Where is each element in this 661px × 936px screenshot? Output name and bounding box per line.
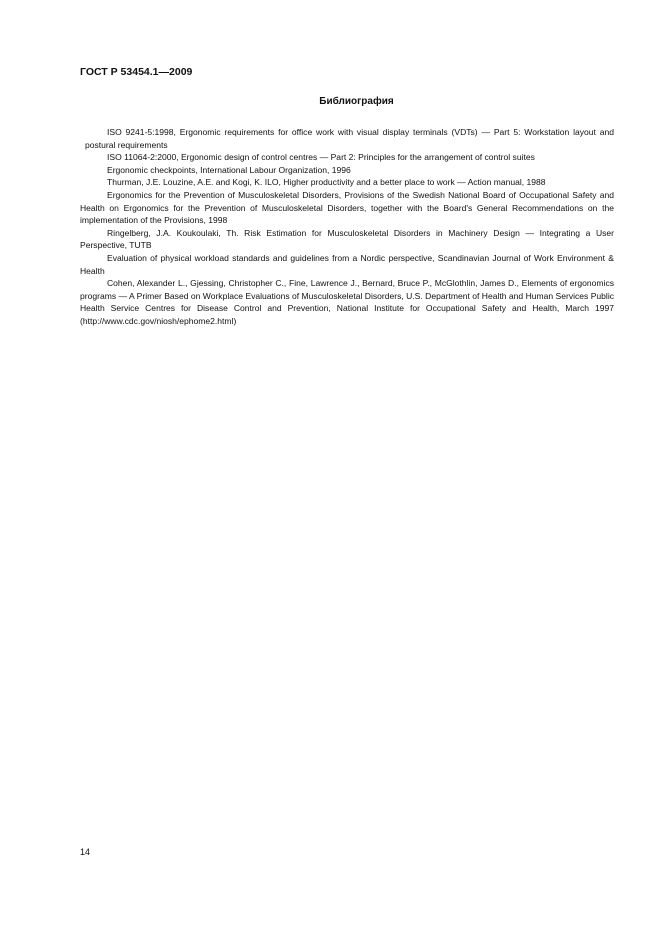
section-title: Библиография: [319, 96, 394, 107]
bibliography-entry: Evaluation of physical workload standards and guidelines from a Nordic perspective, Scandinavian Journal of Work Environment & Health: [80, 252, 614, 276]
bibliography-entry: Cohen, Alexander L., Gjessing, Christopher C., Fine, Lawrence J., Bernard, Bruce P., McGlothlin, James D., Elements of ergonomics programs — A Primer Based on Workplace Evaluations of Musculoskeletal Disorders, U.S. Department of Health and Human Services Public Health Service Centres for Disease Control and Prevention, National Institute for Occupational Safety and Health, March 1997 (http://www.cdc.gov/niosh/ephome2.html): [80, 278, 614, 326]
bibliography-entry: Ringelberg, J.A. Koukoulaki, Th. Risk Estimation for Musculoskeletal Disorders in Machinery Design — Integrating a User Perspective, TUTB: [80, 227, 614, 251]
bibliography-entry: ISO 9241-5:1998, Ergonomic requirements for office work with visual display terminals (VDTs) — Part 5: Workstation layout and postural requirements: [85, 127, 614, 150]
bibliography-entry: Thurman, J.E. Louzine, A.E. and Kogi, K. ILO, Higher productivity and a better place to work — Action manual, 1988: [107, 177, 546, 188]
page-number: 14: [80, 847, 91, 857]
bibliography-list: [80, 126, 614, 328]
bibliography-entry: ISO 11064-2:2000, Ergonomic design of control centres — Part 2: Principles for the arrangement of control suites: [107, 152, 535, 163]
bibliography-entry: Ergonomics for the Prevention of Musculoskeletal Disorders, Provisions of the Swedish National Board of Occupational Safety and Health on Ergonomics for the Prevention of Musculoskeletal Disorders, together with the Board's General Recommendations on the implementation of the Provisions, 1998: [80, 189, 614, 226]
bibliography-entry: Ergonomic checkpoints, International Labour Organization, 1996: [107, 164, 351, 175]
document-header: ГОСТ Р 53454.1—2009: [80, 66, 193, 78]
